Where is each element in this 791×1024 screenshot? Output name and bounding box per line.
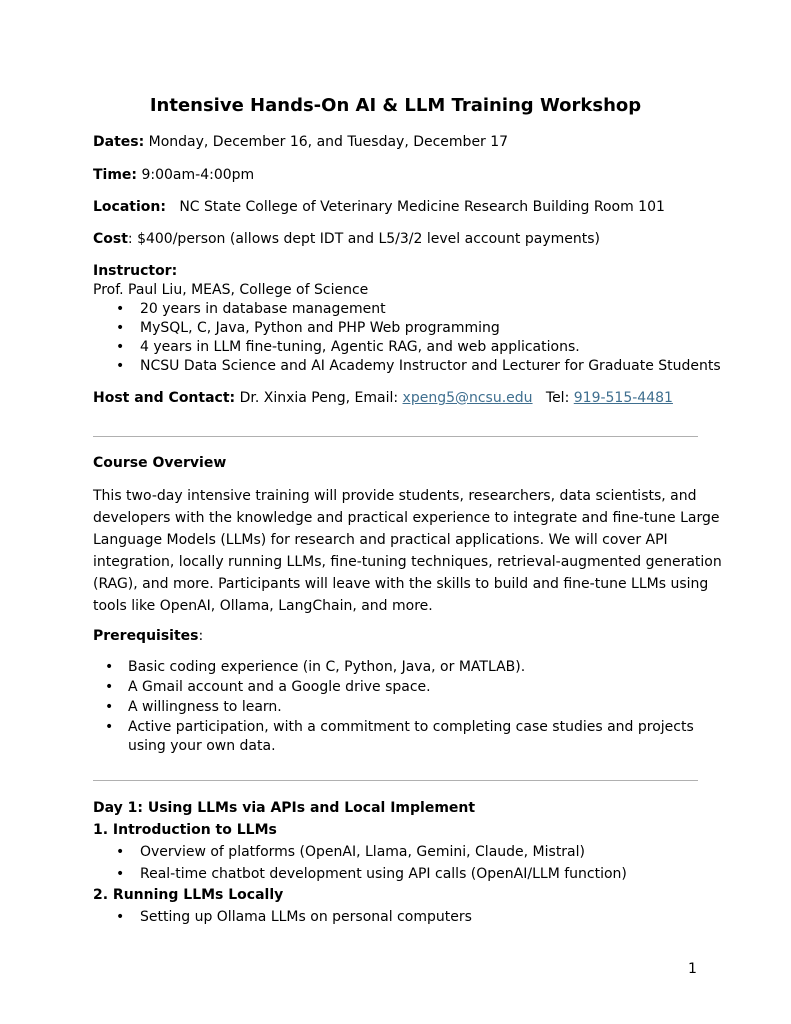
prerequisite-item-continuation: using your own data. (128, 738, 276, 754)
overview-line: integration, locally running LLMs, fine-tuning techniques, retrieval-augmented generation (93, 554, 722, 570)
day1-section-1-heading: 1. Introduction to LLMs (93, 822, 277, 838)
time-line (93, 166, 254, 185)
dates-line (93, 133, 508, 152)
dates-label: Dates: (93, 134, 145, 150)
overview-line: tools like OpenAI, Ollama, LangChain, and more. (93, 598, 433, 614)
prerequisite-item: Basic coding experience (in C, Python, Java, or MATLAB). (128, 659, 526, 675)
instructor-item: 20 years in database management (140, 301, 386, 317)
bullet: • (116, 301, 125, 317)
day1-item: Real-time chatbot development using API calls (OpenAI/LLM function) (140, 866, 627, 882)
host-text: Dr. Xinxia Peng, Email: (235, 390, 403, 406)
page-number: 1 (688, 961, 697, 977)
prerequisites-colon: : (198, 628, 204, 644)
cost-value: : $400/person (allows dept IDT and L5/3/2 level account payments) (127, 231, 600, 247)
bullet: • (116, 909, 125, 925)
prerequisites-heading: Prerequisites (93, 628, 199, 644)
divider (93, 436, 698, 437)
instructor-name: Prof. Paul Liu, MEAS, College of Science (93, 282, 369, 298)
prerequisite-item: A willingness to learn. (128, 699, 282, 715)
phone-link[interactable]: 919-515-4481 (573, 390, 673, 406)
day1-item: Overview of platforms (OpenAI, Llama, Gemini, Claude, Mistral) (140, 844, 585, 860)
bullet: • (116, 866, 125, 882)
instructor-label: Instructor: (93, 263, 178, 279)
location-label: Location: (93, 199, 166, 215)
day1-section-2-heading: 2. Running LLMs Locally (93, 887, 284, 903)
overview-line: This two-day intensive training will provide students, researchers, data scientists, and (93, 488, 697, 504)
prerequisites-heading-line (93, 627, 203, 646)
prerequisite-item: A Gmail account and a Google drive space. (128, 679, 431, 695)
overview-heading: Course Overview (93, 455, 227, 471)
bullet: • (105, 679, 114, 695)
day1-heading: Day 1: Using LLMs via APIs and Local Implement (93, 800, 476, 816)
email-link[interactable]: xpeng5@ncsu.edu (402, 390, 533, 406)
document-title: Intensive Hands-On AI & LLM Training Workshop (149, 95, 642, 116)
bullet: • (116, 844, 125, 860)
bullet: • (105, 719, 114, 735)
cost-label: Cost (93, 231, 128, 247)
bullet: • (116, 358, 125, 374)
host-label: Host and Contact: (93, 390, 236, 406)
time-value: 9:00am-4:00pm (137, 167, 255, 183)
location-value: NC State College of Veterinary Medicine Research Building Room 101 (165, 199, 665, 215)
prerequisite-item: Active participation, with a commitment to completing case studies and projects (128, 719, 694, 735)
instructor-item: MySQL, C, Java, Python and PHP Web programming (140, 320, 500, 336)
day1-item: Setting up Ollama LLMs on personal computers (140, 909, 472, 925)
overview-line: developers with the knowledge and practical experience to integrate and fine-tune Large (93, 510, 720, 526)
overview-line: Language Models (LLMs) for research and practical applications. We will cover API (93, 532, 668, 548)
instructor-item: 4 years in LLM fine-tuning, Agentic RAG, and web applications. (140, 339, 580, 355)
bullet: • (116, 339, 125, 355)
location-line (93, 198, 665, 217)
host-line (93, 389, 673, 408)
dates-value: Monday, December 16, and Tuesday, December 17 (144, 134, 509, 150)
time-label: Time: (93, 167, 138, 183)
cost-line (93, 230, 600, 249)
bullet: • (105, 699, 114, 715)
tel-label: Tel: (532, 390, 574, 406)
bullet: • (116, 320, 125, 336)
instructor-item: NCSU Data Science and AI Academy Instructor and Lecturer for Graduate Students (140, 358, 721, 374)
overview-line: (RAG), and more. Participants will leave with the skills to build and fine-tune LLMs using (93, 576, 709, 592)
bullet: • (105, 659, 114, 675)
divider (93, 780, 698, 781)
